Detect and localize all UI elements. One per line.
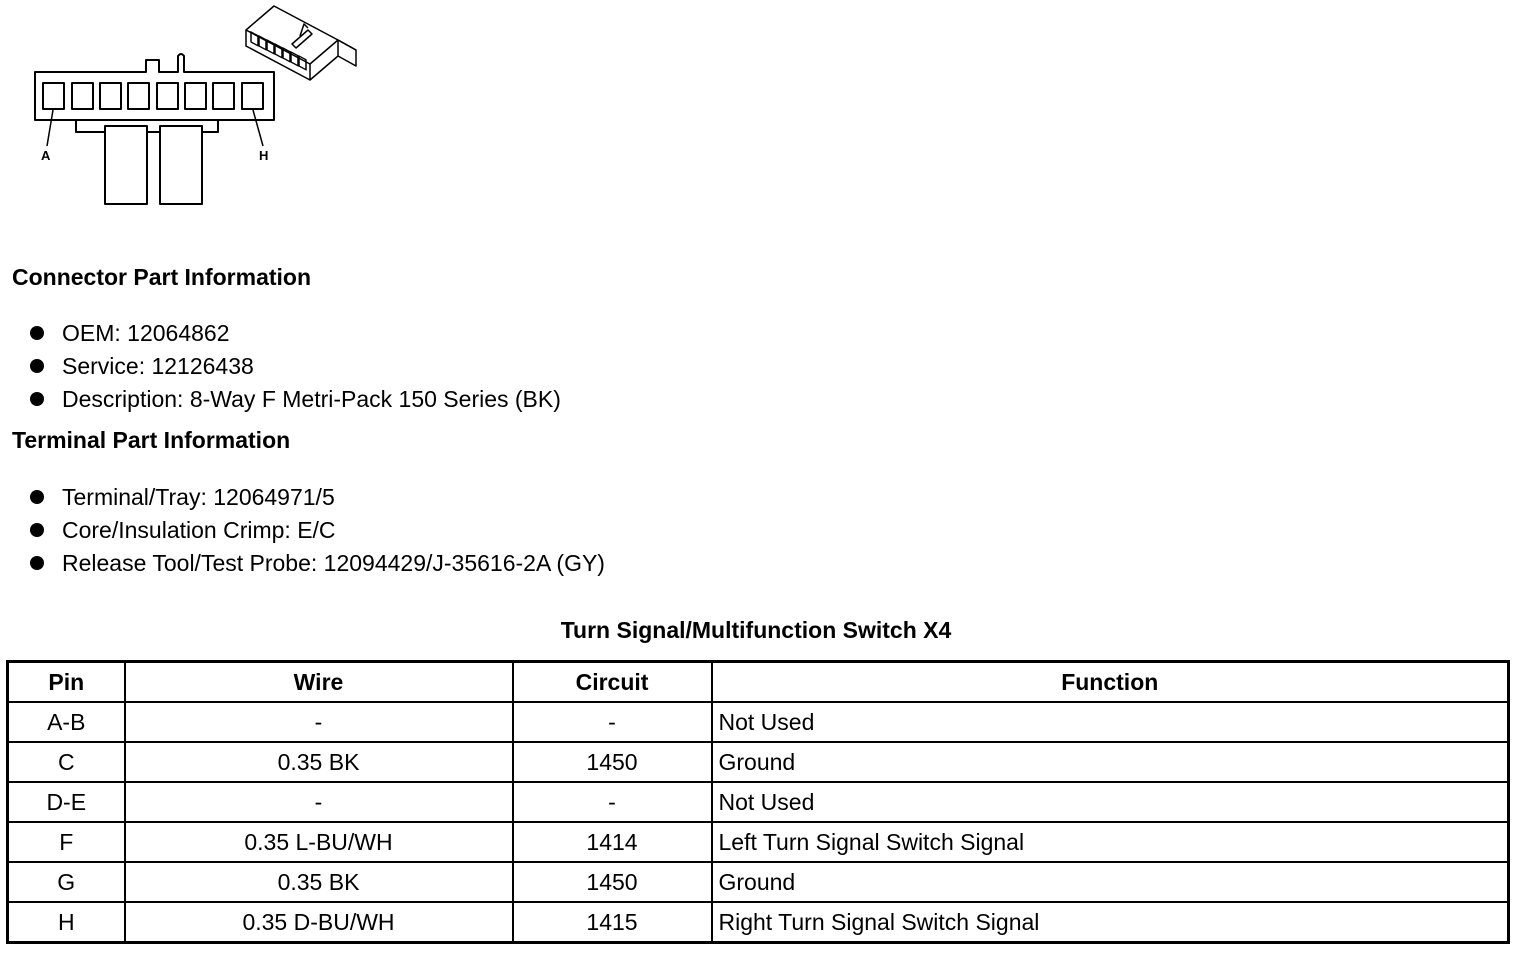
- connector-part-info-list: [28, 317, 561, 416]
- bullet-icon: [30, 359, 44, 373]
- list-item: Description: 8-Way F Metri-Pack 150 Series (BK): [28, 383, 561, 416]
- list-item: OEM: 12064862: [28, 317, 561, 350]
- table-row: [8, 702, 1509, 742]
- table-row: [8, 742, 1509, 782]
- connector-isometric-icon: [246, 6, 356, 80]
- list-item: Service: 12126438: [28, 350, 561, 383]
- bullet-icon: [30, 523, 44, 537]
- function-cell: Not Used: [712, 702, 1509, 742]
- circuit-cell: -: [513, 702, 712, 742]
- bullet-icon: [30, 556, 44, 570]
- wire-cell: -: [125, 702, 513, 742]
- function-cell: Ground: [712, 862, 1509, 902]
- table-row: [8, 862, 1509, 902]
- column-header-pin: Pin: [8, 662, 125, 703]
- column-header-circuit: Circuit: [513, 662, 712, 703]
- pin-label-h: H: [259, 148, 269, 163]
- function-cell: Right Turn Signal Switch Signal: [712, 902, 1509, 943]
- table-title: Turn Signal/Multifunction Switch X4: [560, 617, 952, 643]
- bullet-icon: [30, 490, 44, 504]
- pin-cell: C: [8, 742, 125, 782]
- bullet-icon: [30, 392, 44, 406]
- function-cell: Ground: [712, 742, 1509, 782]
- bullet-icon: [30, 326, 44, 340]
- function-cell: Not Used: [712, 782, 1509, 822]
- pin-cell: H: [8, 902, 125, 943]
- circuit-cell: 1415: [513, 902, 712, 943]
- circuit-cell: 1450: [513, 862, 712, 902]
- wire-cell: 0.35 BK: [125, 862, 513, 902]
- circuit-cell: -: [513, 782, 712, 822]
- list-item: Core/Insulation Crimp: E/C: [28, 514, 605, 547]
- function-cell: Left Turn Signal Switch Signal: [712, 822, 1509, 862]
- column-header-wire: Wire: [125, 662, 513, 703]
- pin-cell: G: [8, 862, 125, 902]
- table-row: [8, 782, 1509, 822]
- table-header-row: [8, 662, 1509, 703]
- connector-diagram: [30, 0, 370, 215]
- wire-cell: 0.35 L-BU/WH: [125, 822, 513, 862]
- pin-cell: A-B: [8, 702, 125, 742]
- terminal-cavities: [43, 83, 263, 109]
- pin-cell: F: [8, 822, 125, 862]
- pin-label-a: A: [41, 148, 51, 163]
- circuit-cell: 1450: [513, 742, 712, 782]
- table-row: [8, 822, 1509, 862]
- connector-part-info-heading: Connector Part Information: [12, 264, 312, 290]
- list-item: Terminal/Tray: 12064971/5: [28, 481, 605, 514]
- terminal-part-info-list: [28, 481, 605, 580]
- terminal-part-info-heading: Terminal Part Information: [12, 427, 291, 453]
- wire-cell: -: [125, 782, 513, 822]
- list-item: Release Tool/Test Probe: 12094429/J-35616-2A (GY): [28, 547, 605, 580]
- pinout-table: [6, 660, 1510, 944]
- pin-cell: D-E: [8, 782, 125, 822]
- circuit-cell: 1414: [513, 822, 712, 862]
- wire-cell: 0.35 D-BU/WH: [125, 902, 513, 943]
- column-header-function: Function: [712, 662, 1509, 703]
- wire-cell: 0.35 BK: [125, 742, 513, 782]
- table-row: [8, 902, 1509, 943]
